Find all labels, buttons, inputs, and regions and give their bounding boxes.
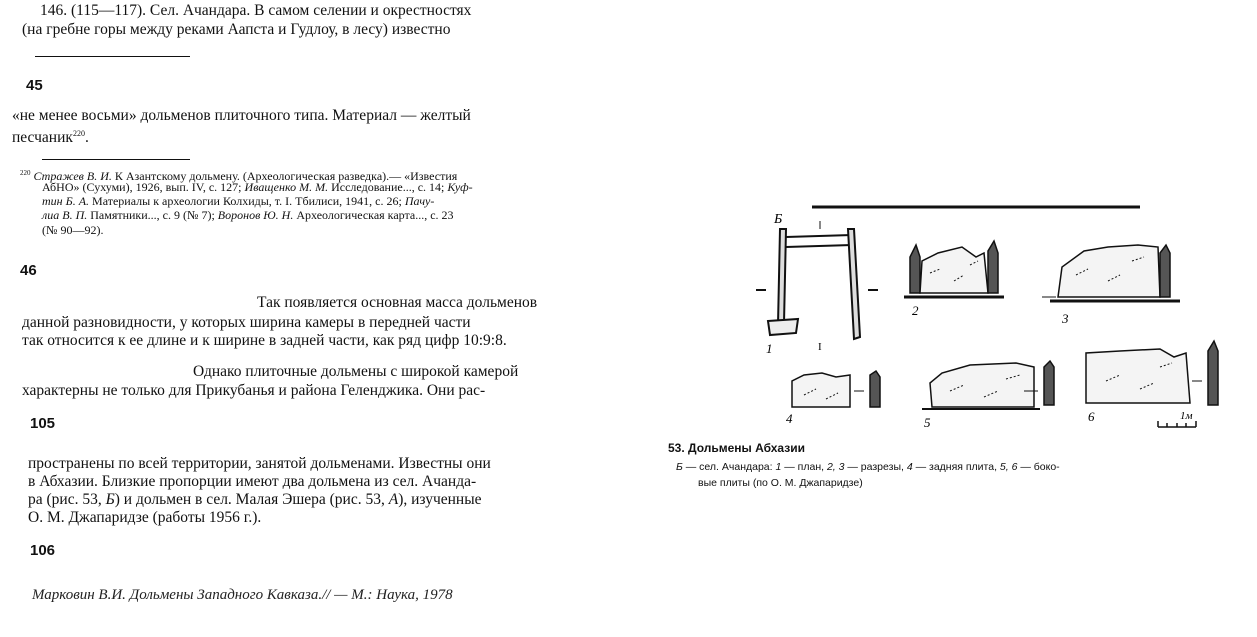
- caption-plan: — план,: [781, 461, 827, 473]
- p46-line-1: Так появляется основная масса дольменов: [257, 294, 538, 311]
- scale-label: 1м: [1180, 410, 1193, 422]
- footnote-line-2-b: Исследование..., с. 14;: [328, 180, 448, 194]
- figure-label-5: 5: [924, 415, 931, 430]
- footnote-author-3a: Куф-: [447, 180, 473, 194]
- footnote-rule: [42, 159, 190, 160]
- p105-line-3-d: А: [388, 491, 399, 508]
- footnote-line-1-rest: К Азантскому дольмену. (Археологическая разведка).— «Известия: [111, 169, 458, 183]
- drawing-2-section: [904, 241, 1004, 297]
- separator-rule: [35, 56, 190, 57]
- footnote-number: 220: [20, 169, 31, 177]
- p105-line-1: пространены по всей территории, занятой дольменами. Известны они: [28, 455, 491, 472]
- footnote-author-4a: Пачу-: [404, 194, 435, 208]
- caption-n1: 1: [775, 461, 782, 473]
- footnote-line-4-b: Археологическая карта..., с. 23: [293, 208, 454, 222]
- footnote-line-4-a: Памятники..., с. 9 (№ 7);: [87, 208, 218, 222]
- p105-line-3: [28, 491, 482, 508]
- figure-label-2: 2: [912, 303, 919, 318]
- caption-rear: — задняя плита,: [912, 461, 1000, 473]
- figure-label-6: 6: [1088, 409, 1095, 424]
- p46-line-5: характерны не только для Прикубанья и района Геленджика. Они рас-: [22, 382, 486, 399]
- footnote-author-1: Стражев В. И.: [33, 169, 112, 183]
- footnote-line-3: [42, 195, 434, 209]
- p105-line-3-b: Б: [105, 491, 115, 508]
- drawing-3-section: [1042, 245, 1180, 301]
- figure-label-3: 3: [1062, 311, 1069, 326]
- p105-line-3-c: ) и дольмен в сел. Малая Эшера (рис. 53,: [114, 491, 389, 508]
- figure-caption-title: 53. Дольмены Абхазии: [668, 441, 805, 455]
- top-paragraph-line-2: (на гребне горы между реками Аапста и Гудлоу, в лесу) известно: [22, 21, 451, 38]
- dolmen-figure: [740, 195, 1240, 435]
- footnote-author-3b: тин Б. А.: [42, 194, 90, 208]
- footnote-line-2-a: АбНО» (Сухуми), 1926, вып. IV, с. 127;: [42, 180, 245, 194]
- caption-sections: — разрезы,: [844, 461, 907, 473]
- drawing-6-side-slab: [1086, 341, 1218, 405]
- caption-b-text: — сел. Ачандара:: [682, 461, 776, 473]
- caption-side: — боко-: [1017, 461, 1060, 473]
- drawing-4-rear-slab: [792, 371, 880, 407]
- footnote-author-4b: лиа В. П.: [42, 208, 88, 222]
- caption-n23: 2, 3: [826, 461, 845, 473]
- p46-line-4: Однако плиточные дольмены с широкой камерой: [193, 363, 519, 380]
- figure-label-b: Б: [774, 212, 783, 227]
- p105-line-3-e: ), изученные: [398, 491, 482, 508]
- top-paragraph-line-1: 146. (115—117). Сел. Ачандара. В самом селении и окрестностях: [40, 2, 472, 19]
- drawing-5-side-slab: [922, 361, 1054, 409]
- page-number-105: 105: [30, 415, 56, 432]
- p105-line-2: в Абхазии. Близкие пропорции имеют два дольмена из сел. Ачанда-: [28, 473, 477, 490]
- caption-n56: 5, 6: [999, 461, 1018, 473]
- footnote-line-4: [42, 209, 454, 223]
- page-number-106: 106: [30, 542, 56, 559]
- figure-tick-label: I: [818, 341, 822, 353]
- figure-caption-line-2: вые плиты (по О. М. Джапаридзе): [698, 477, 863, 489]
- p46-line-2: данной разновидности, у которых ширина камеры в передней части: [22, 314, 471, 331]
- footnote-author-2: Иващенко М. М.: [244, 180, 329, 194]
- caption-n4: 4: [906, 461, 913, 473]
- p45-line-2-end: .: [84, 129, 89, 147]
- drawing-1-plan: [756, 221, 878, 339]
- p46-line-3: так относится к ее длине и к ширине в задней части, как ряд цифр 10:9:8.: [22, 332, 507, 349]
- page-number-46: 46: [20, 262, 37, 279]
- footnote-line-5: (№ 90—92).: [42, 223, 104, 237]
- figure-label-1: 1: [766, 341, 773, 356]
- p105-line-4: О. М. Джапаридзе (работы 1956 г.).: [28, 509, 262, 526]
- caption-b: Б: [676, 461, 683, 473]
- source-credit: Марковин В.И. Дольмены Западного Кавказа.// — М.: Наука, 1978: [32, 587, 453, 603]
- figure-label-4: 4: [786, 411, 793, 426]
- p45-line-2-text: песчаник: [12, 129, 73, 147]
- figure-caption-line-1: [676, 460, 1060, 474]
- page-number-45: 45: [26, 77, 43, 94]
- p45-line-1: «не менее восьми» дольменов плиточного типа. Материал — желтый: [12, 107, 471, 124]
- footnote-author-5: Воронов Ю. Н.: [217, 208, 294, 222]
- p105-line-3-a: ра (рис. 53,: [28, 491, 106, 508]
- footnote-line-3-a: Материалы к археологии Колхиды, т. I. Тбилиси, 1941, с. 26;: [89, 194, 405, 208]
- footnote-line-2: [42, 181, 473, 195]
- footnote-ref-220: 220: [72, 129, 85, 138]
- p45-line-2: [12, 125, 89, 146]
